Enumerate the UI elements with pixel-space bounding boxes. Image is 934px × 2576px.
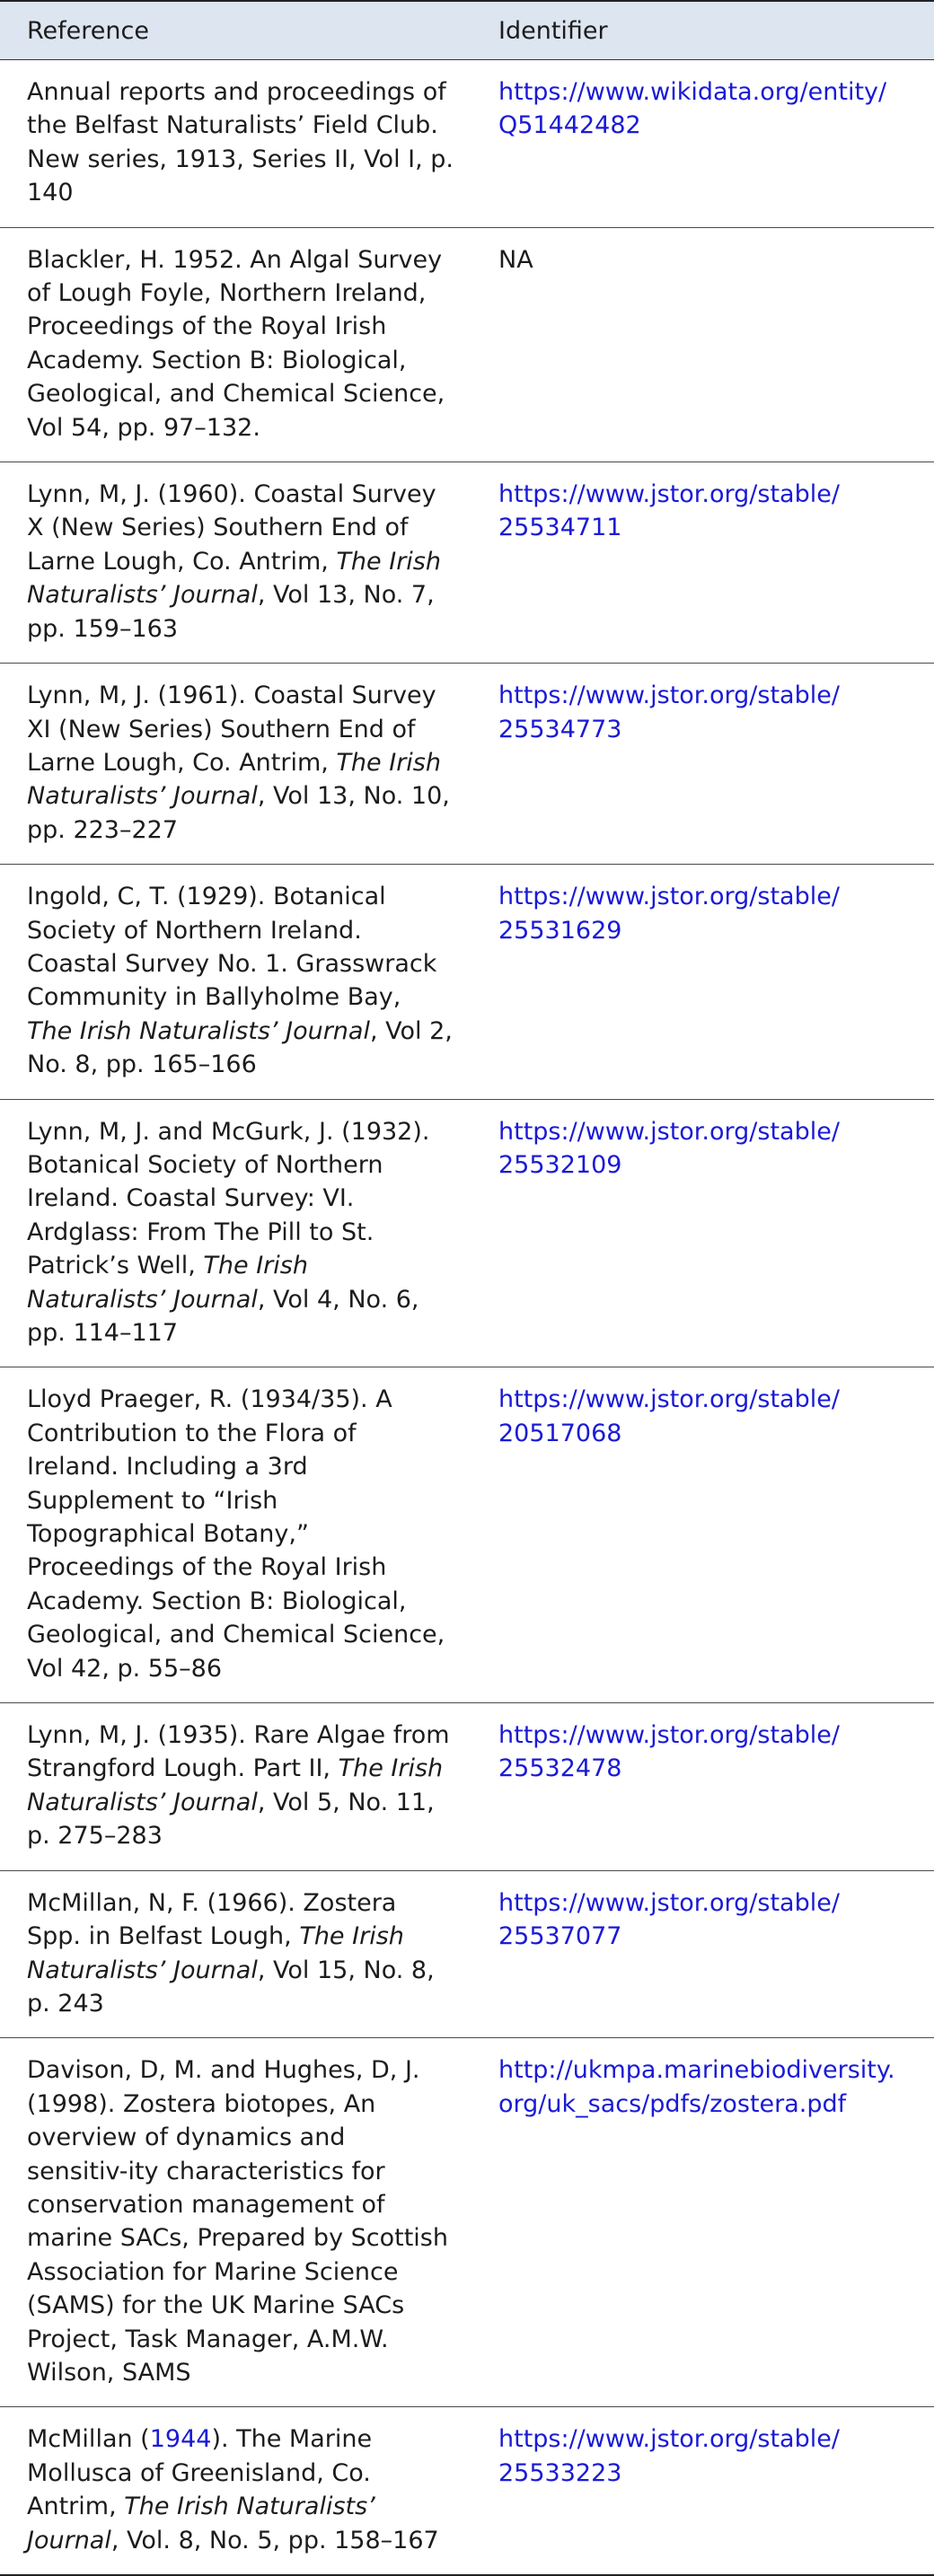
identifier-link[interactable]	[498, 1721, 840, 1782]
table-header	[0, 1, 934, 60]
identifier-line[interactable]: 25531629	[498, 916, 622, 945]
identifier-cell	[471, 227, 934, 462]
identifier-line[interactable]: http://ukmpa.marinebiodiversity.	[498, 2056, 895, 2085]
identifier-line[interactable]: https://www.jstor.org/stable/	[498, 1117, 840, 1146]
identifier-line[interactable]: https://www.wikidata.org/entity/	[498, 78, 887, 106]
header-identifier: Identifier	[498, 17, 608, 45]
identifier-cell	[471, 664, 934, 865]
year-citation-link[interactable]: 1944	[149, 2425, 212, 2454]
identifier-line[interactable]: https://www.jstor.org/stable/	[498, 1888, 840, 1917]
identifier-cell	[471, 462, 934, 664]
reference-text: Lynn, M, J. and McGurk, J. (1932). Botanical Society of Northern Ireland. Coastal Survey: VI. Ardglass: From The Pill to St. Patrick’s Well,	[27, 1117, 430, 1280]
reference-text: McMillan, N, F. (1966). Zostera Spp. in Belfast Lough,	[27, 1888, 397, 1951]
reference-volume: , Vol 13, No. 10, pp. 223–227	[27, 782, 450, 844]
identifier-link[interactable]	[498, 78, 886, 139]
identifier-line[interactable]: 25532109	[498, 1150, 622, 1179]
identifier-line[interactable]: 20517068	[498, 1419, 622, 1447]
reference-text: Davison, D, M. and Hughes, D, J. (1998). Zostera biotopes, An overview of dynamics and sensitiv-ity characteristics for conservation management of marine SACs, Prepared by Scottish Association for Marine Science (SAMS) for the UK Marine SACs Project, Task Manager, A.M.W. Wilson, SAMS	[27, 2056, 448, 2387]
reference-cell	[0, 60, 471, 228]
reference-volume: , Vol 15, No. 8, p. 243	[27, 1956, 435, 2018]
identifier-line[interactable]: https://www.jstor.org/stable/	[498, 681, 840, 710]
table-body	[0, 60, 934, 2576]
table-row	[0, 227, 934, 462]
identifier-line[interactable]: Q51442482	[498, 111, 641, 140]
table-row	[0, 664, 934, 865]
reference-volume: , Vol. 8, No. 5, pp. 158–167	[110, 2526, 439, 2554]
reference-volume: , Vol 4, No. 6, pp. 114–117	[27, 1285, 419, 1347]
reference-text: ). The Marine Mollusca of Greenisland, Co. Antrim,	[27, 2425, 373, 2521]
identifier-text	[498, 246, 533, 274]
journal-title: The Irish Naturalists’ Journal	[27, 2492, 375, 2554]
reference-text: Lloyd Praeger, R. (1934/35). A Contribution to the Flora of Ireland. Including a 3rd Supplement to “Irish Topographical Botany,” Proceedings of the Royal Irish Academy. Section B: Biological, Geological, and Chemical Science, Vol 42, p. 55–86	[27, 1385, 445, 1683]
reference-cell	[0, 227, 471, 462]
identifier-line[interactable]: 25537077	[498, 1922, 622, 1951]
table-row	[0, 865, 934, 1099]
identifier-cell	[471, 1703, 934, 1871]
identifier-link[interactable]	[498, 2056, 895, 2117]
header-reference: Reference	[27, 17, 149, 45]
reference-cell	[0, 664, 471, 865]
reference-author: McMillan (	[27, 2425, 150, 2454]
reference-cell	[0, 1367, 471, 1703]
table-row	[0, 60, 934, 228]
reference-cell	[0, 1703, 471, 1871]
table-row	[0, 1870, 934, 2038]
identifier-cell	[471, 865, 934, 1099]
reference-cell	[0, 2038, 471, 2407]
header-row	[0, 1, 934, 60]
identifier-link[interactable]	[498, 681, 840, 743]
identifier-link[interactable]	[498, 1118, 840, 1179]
reference-cell	[0, 1099, 471, 1367]
identifier-line[interactable]: https://www.jstor.org/stable/	[498, 883, 840, 911]
identifier-line[interactable]: 25534711	[498, 514, 622, 542]
table-row	[0, 462, 934, 664]
identifier-link[interactable]	[498, 480, 840, 541]
reference-text: Lynn, M, J. (1961). Coastal Survey XI (New Series) Southern End of Larne Lough, Co. Antrim,	[27, 681, 436, 777]
reference-cell	[0, 462, 471, 664]
table-row	[0, 2038, 934, 2407]
reference-text: Blackler, H. 1952. An Algal Survey of Lough Foyle, Northern Ireland, Proceedings of the Royal Irish Academy. Section B: Biological, Geological, and Chemical Science, Vol 54, pp. 97–132.	[27, 245, 445, 442]
journal-title: The Irish Naturalists’ Journal	[27, 1754, 444, 1816]
reference-volume: , Vol 2, No. 8, pp. 165–166	[27, 1016, 453, 1079]
reference-volume: , Vol 5, No. 11, p. 275–283	[27, 1788, 435, 1851]
reference-cell	[0, 2407, 471, 2575]
reference-volume: , Vol 13, No. 7, pp. 159–163	[27, 581, 435, 643]
identifier-link[interactable]	[498, 883, 840, 944]
reference-text: Annual reports and proceedings of the Belfast Naturalists’ Field Club. New series, 1913, Series II, Vol I, p. 140	[27, 78, 454, 207]
journal-title: The Irish Naturalists’ Journal	[27, 547, 441, 610]
table-row	[0, 1099, 934, 1367]
identifier-link[interactable]	[498, 1385, 840, 1446]
identifier-cell	[471, 1367, 934, 1703]
reference-text: Lynn, M, J. (1960). Coastal Survey X (New Series) Southern End of Larne Lough, Co. Antrim,	[27, 480, 436, 576]
identifier-line: NA	[498, 245, 533, 274]
table-row	[0, 1367, 934, 1703]
identifier-cell	[471, 2407, 934, 2575]
reference-text: Lynn, M, J. (1935). Rare Algae from Strangford Lough. Part II,	[27, 1721, 450, 1783]
reference-cell	[0, 865, 471, 1099]
identifier-line[interactable]: org/uk_sacs/pdfs/zostera.pdf	[498, 2089, 847, 2118]
identifier-line[interactable]: https://www.jstor.org/stable/	[498, 1721, 840, 1750]
table-row	[0, 2407, 934, 2575]
identifier-cell	[471, 2038, 934, 2407]
journal-title: The Irish Naturalists’ Journal	[27, 748, 441, 811]
identifier-cell	[471, 1099, 934, 1367]
reference-cell	[0, 1870, 471, 2038]
journal-title: The Irish Naturalists’ Journal	[27, 1252, 308, 1314]
identifier-line[interactable]: https://www.jstor.org/stable/	[498, 2425, 840, 2454]
identifier-cell	[471, 1870, 934, 2038]
identifier-line[interactable]: https://www.jstor.org/stable/	[498, 1385, 840, 1414]
reference-text: Ingold, C, T. (1929). Botanical Society of Northern Ireland. Coastal Survey No. 1. Grasswrack Community in Ballyholme Bay,	[27, 883, 437, 1012]
identifier-line[interactable]: https://www.jstor.org/stable/	[498, 480, 840, 509]
table-row	[0, 1703, 934, 1871]
identifier-link[interactable]	[498, 2425, 840, 2486]
identifier-line[interactable]: 25533223	[498, 2458, 622, 2487]
identifier-link[interactable]	[498, 1889, 840, 1950]
journal-title: The Irish Naturalists’ Journal	[27, 1016, 370, 1045]
identifier-line[interactable]: 25534773	[498, 715, 622, 743]
journal-title: The Irish Naturalists’ Journal	[27, 1922, 404, 1984]
identifier-cell	[471, 60, 934, 228]
identifier-line[interactable]: 25532478	[498, 1754, 622, 1783]
